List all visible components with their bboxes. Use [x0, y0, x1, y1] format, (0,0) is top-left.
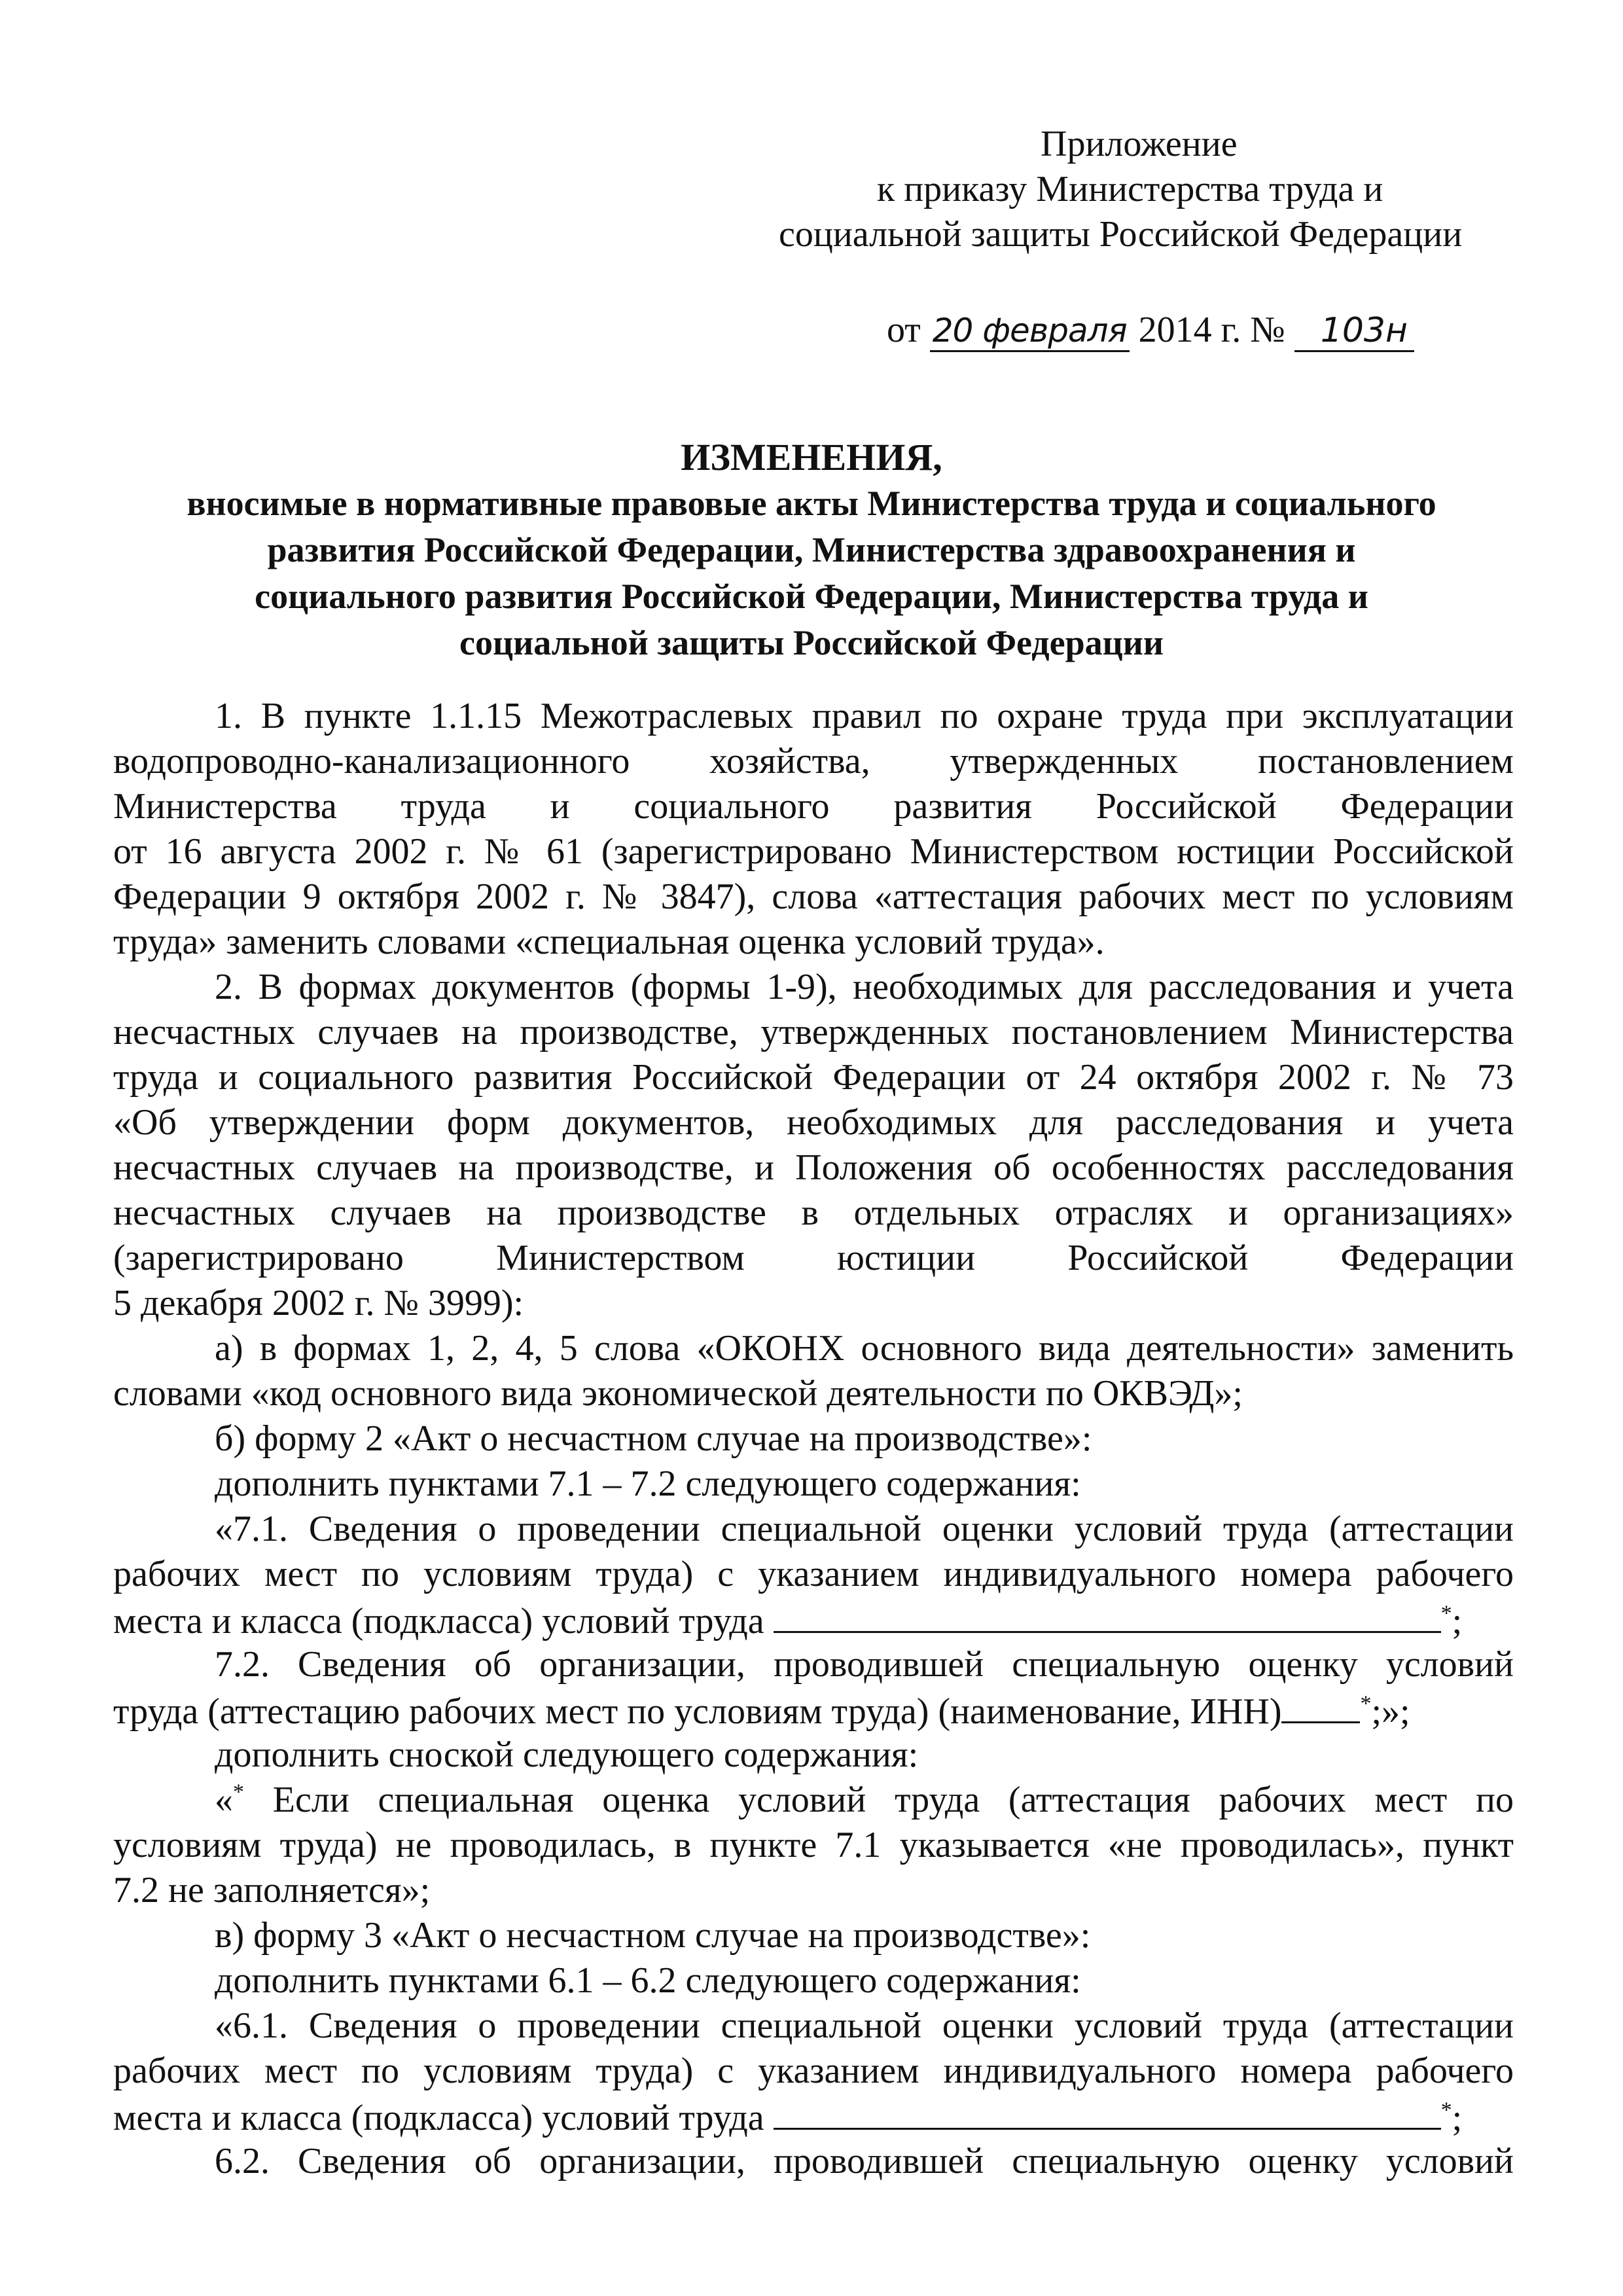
order-date-line [887, 308, 1414, 360]
body-line: условиям труда) не проводилась, в пункте 7.1 указывается «не проводилась», пункт [113, 1825, 1514, 1865]
body-line: 2. В формах документов (формы 1-9), необходимых для расследования и учета [215, 967, 1514, 1007]
blank-field [774, 2094, 1441, 2130]
body-line: «Об утверждении форм документов, необходимых для расследования и учета [113, 1102, 1514, 1143]
date-prefix: от [887, 310, 921, 350]
body-line: рабочих мест по условиям труда) с указанием индивидуального номера рабочего [113, 2051, 1514, 2091]
date-year: 2014 г. № [1138, 310, 1285, 350]
body-line: б) форму 2 «Акт о несчастном случае на производстве»: [215, 1418, 1092, 1459]
handwritten-order-number: 103н [1294, 311, 1414, 352]
body-line: 6.2. Сведения об организации, проводившей специальную оценку условий [215, 2141, 1514, 2181]
body-line: дополнить сноской следующего содержания: [215, 1734, 919, 1775]
body-line: 5 декабря 2002 г. № 3999): [113, 1283, 524, 1323]
body-line: труда и социального развития Российской Федерации от 24 октября 2002 г. № 73 [113, 1057, 1514, 1098]
body-line: 7.2 не заполняется»; [113, 1870, 431, 1910]
appendix-order-ref: к приказу Министерства труда и [877, 169, 1383, 209]
body-line: Федерации 9 октября 2002 г. № 3847), слова «аттестация рабочих мест по условиям [113, 876, 1514, 917]
appendix-ministry: социальной защиты Российской Федерации [779, 214, 1463, 255]
body-line-text: места и класса (подкласса) условий труда [113, 2098, 764, 2138]
title-main: ИЗМЕНЕНИЯ, [681, 436, 942, 478]
title-subline: социальной защиты Российской Федерации [459, 623, 1164, 662]
footnote-open-quote: « [215, 1780, 233, 1820]
body-line: дополнить пунктами 6.1 – 6.2 следующего содержания: [215, 1960, 1081, 2001]
body-line: от 16 августа 2002 г. № 61 (зарегистрировано Министерством юстиции Российской [113, 831, 1514, 872]
footnote-mark: * [1440, 2098, 1452, 2123]
body-line-with-blank [113, 1687, 1514, 1732]
body-line: водопроводно-канализационного хозяйства, утвержденных постановлением [113, 741, 1514, 781]
appendix-title: Приложение [1041, 124, 1238, 164]
body-line: (зарегистрировано Министерством юстиции Российской Федерации [113, 1238, 1514, 1278]
body-line: а) в формах 1, 2, 4, 5 слова «ОКОНХ основного вида деятельности» заменить [215, 1328, 1514, 1369]
body-line: несчастных случаев на производстве, и Положения об особенностях расследования [113, 1147, 1514, 1188]
footnote-line [113, 1778, 1514, 1823]
body-line: рабочих мест по условиям труда) с указанием индивидуального номера рабочего [113, 1554, 1514, 1594]
closing-punctuation: ;»; [1371, 1691, 1410, 1732]
body-line-text: места и класса (подкласса) условий труда [113, 1601, 764, 1641]
blank-field [774, 1597, 1441, 1633]
title-subline: социального развития Российской Федерации, Министерства труда и [255, 577, 1368, 616]
body-line-with-blank [113, 2094, 1514, 2139]
body-line: «7.1. Сведения о проведении специальной оценки условий труда (аттестации [215, 1509, 1514, 1549]
body-line: несчастных случаев на производстве в отдельных отраслях и организациях» [113, 1193, 1514, 1233]
body-line: дополнить пунктами 7.1 – 7.2 следующего содержания: [215, 1463, 1081, 1504]
body-line: несчастных случаев на производстве, утвержденных постановлением Министерства [113, 1012, 1514, 1052]
semicolon: ; [1452, 2098, 1463, 2138]
body-line: «6.1. Сведения о проведении специальной оценки условий труда (аттестации [215, 2005, 1514, 2046]
title-subline: развития Российской Федерации, Министерства здравоохранения и [267, 530, 1356, 569]
footnote-mark: * [233, 1780, 244, 1804]
body-line: Министерства труда и социального развития Российской Федерации [113, 786, 1514, 827]
footnote-mark: * [1360, 1691, 1372, 1716]
body-line: труда» заменить словами «специальная оценка условий труда». [113, 922, 1105, 962]
body-line: в) форму 3 «Акт о несчастном случае на производстве»: [215, 1915, 1091, 1956]
body-line-text: труда (аттестацию рабочих мест по условиям труда) (наименование, ИНН) [113, 1691, 1282, 1732]
document-body [113, 694, 1514, 2184]
blank-field [1281, 1687, 1360, 1723]
body-line-text: Если специальная оценка условий труда (аттестация рабочих мест по [272, 1780, 1514, 1820]
semicolon: ; [1452, 1601, 1463, 1641]
title-subline: вносимые в нормативные правовые акты Министерства труда и социального [187, 484, 1436, 523]
footnote-mark: * [1440, 1601, 1452, 1626]
body-line: словами «код основного вида экономической деятельности по ОКВЭД»; [113, 1373, 1243, 1414]
document-title [98, 435, 1525, 666]
body-line-with-blank [113, 1597, 1514, 1642]
body-line: 7.2. Сведения об организации, проводившей специальную оценку условий [215, 1644, 1514, 1685]
appendix-header [779, 122, 1531, 257]
body-line: 1. В пункте 1.1.15 Межотраслевых правил по охране труда при эксплуатации [215, 696, 1514, 736]
handwritten-date: 20 февраля [930, 311, 1130, 352]
